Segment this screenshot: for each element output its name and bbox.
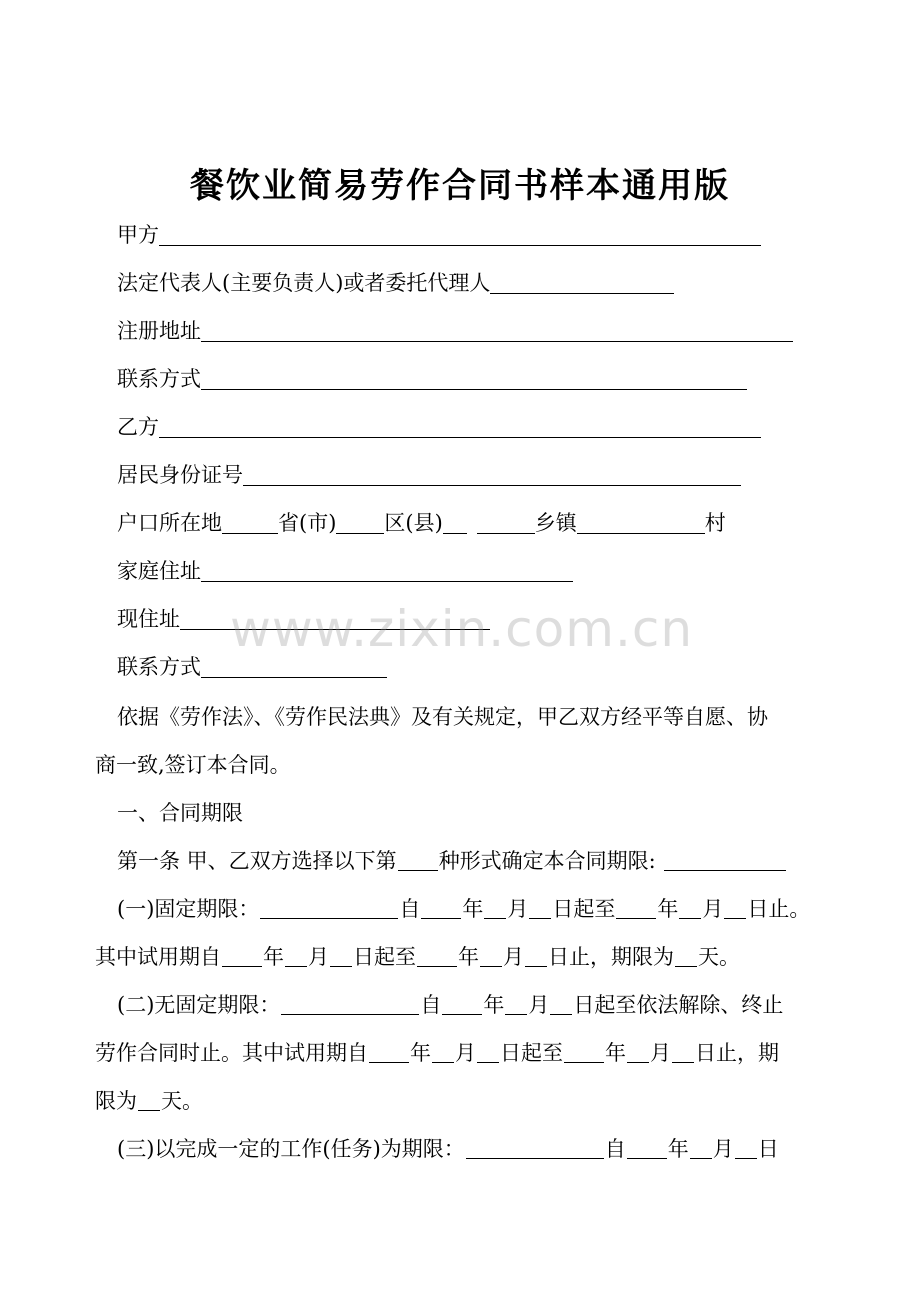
blank-line xyxy=(564,1042,604,1063)
blank-line xyxy=(417,946,457,967)
text: 日止，期 xyxy=(695,1041,779,1065)
blank-line xyxy=(260,898,398,919)
open-term-line-3 xyxy=(95,1086,203,1116)
article-1 xyxy=(117,846,787,876)
fixed-term-line-1 xyxy=(117,894,810,924)
open-term-line-2 xyxy=(95,1038,779,1068)
blank-line xyxy=(421,898,461,919)
blank-line xyxy=(442,994,482,1015)
text: 月 xyxy=(712,1137,734,1161)
field-current-address xyxy=(117,604,490,634)
task-term-line-1 xyxy=(117,1134,779,1164)
blank-line xyxy=(735,1138,757,1159)
section-heading: 一、合同期限 xyxy=(117,801,243,825)
field-contact-b xyxy=(117,652,387,682)
text: 年 xyxy=(657,897,679,921)
blank-line xyxy=(369,1042,409,1063)
text: 日起至 xyxy=(552,897,616,921)
field-label: 乙方 xyxy=(117,415,159,439)
clause-label: (二)无固定期限： xyxy=(117,993,281,1017)
text: 日 xyxy=(757,1137,779,1161)
field-label: 户口所在地 xyxy=(117,511,222,535)
text: 月 xyxy=(455,1041,476,1065)
text: 年 xyxy=(605,1041,626,1065)
intro-line-2: 商一致,签订本合同。 xyxy=(95,753,291,777)
field-home-address xyxy=(117,556,573,586)
open-term-line-1 xyxy=(117,990,783,1020)
text: 日起至 xyxy=(500,1041,563,1065)
text: 劳作合同时止。其中试用期自 xyxy=(95,1041,368,1065)
blank-line xyxy=(577,511,705,534)
text: 其中试用期自 xyxy=(95,945,221,969)
province-label: 省(市) xyxy=(278,511,337,535)
text: 月 xyxy=(528,993,550,1017)
field-label: 法定代表人(主要负责人)或者委托代理人 xyxy=(117,271,491,295)
district-label: 区(县) xyxy=(384,511,443,535)
field-contact-a xyxy=(117,364,747,394)
field-party-a xyxy=(117,220,761,250)
text: 月 xyxy=(503,945,524,969)
text: 月 xyxy=(650,1041,671,1065)
blank-line xyxy=(550,994,572,1015)
blank-line xyxy=(690,1138,712,1159)
village-label: 村 xyxy=(704,511,726,535)
blank-line xyxy=(159,415,761,438)
blank-line xyxy=(201,559,573,582)
field-label: 家庭住址 xyxy=(117,559,201,583)
text: 年 xyxy=(410,1041,431,1065)
blank-line xyxy=(627,1138,667,1159)
clause-label: (一)固定期限： xyxy=(117,897,260,921)
blank-line xyxy=(477,1042,499,1063)
article-text: 第一条 甲、乙双方选择以下第 xyxy=(117,849,397,873)
blank-line xyxy=(664,850,786,871)
text: 限为 xyxy=(95,1089,137,1113)
blank-line xyxy=(443,511,467,534)
text: 年 xyxy=(263,945,284,969)
blank-line xyxy=(330,946,352,967)
blank-line xyxy=(477,511,535,534)
blank-line xyxy=(243,463,741,486)
text: 日止，期限为 xyxy=(548,945,674,969)
blank-line xyxy=(398,850,438,871)
text: 天。 xyxy=(698,945,740,969)
field-label: 联系方式 xyxy=(117,367,201,391)
blank-line xyxy=(525,946,547,967)
text: 天。 xyxy=(161,1089,203,1113)
watermark: www.zixin.com.cn xyxy=(230,600,694,658)
text: 年 xyxy=(458,945,479,969)
blank-line xyxy=(505,994,527,1015)
document-title: 餐饮业简易劳作合同书样本通用版 xyxy=(190,166,730,206)
article-text: 种形式确定本合同期限: xyxy=(438,849,656,873)
fixed-term-line-2 xyxy=(95,942,740,972)
blank-line xyxy=(529,898,551,919)
field-label: 注册地址 xyxy=(117,319,201,343)
blank-line xyxy=(432,1042,454,1063)
blank-line xyxy=(466,1138,604,1159)
field-label: 现住址 xyxy=(117,607,180,631)
blank-line xyxy=(201,319,793,342)
text: 日起至 xyxy=(353,945,416,969)
text: 日止。 xyxy=(747,897,811,921)
blank-line xyxy=(180,607,490,630)
text: 月 xyxy=(308,945,329,969)
blank-line xyxy=(336,511,384,534)
text: 自 xyxy=(399,897,421,921)
text: 年 xyxy=(483,993,505,1017)
blank-line xyxy=(679,898,701,919)
blank-line xyxy=(724,898,746,919)
blank-line xyxy=(480,946,502,967)
field-legal-rep xyxy=(117,268,674,298)
field-label: 联系方式 xyxy=(117,655,201,679)
field-reg-address xyxy=(117,316,793,346)
blank-line xyxy=(222,511,278,534)
field-party-b xyxy=(117,412,761,442)
intro-line-1: 依据《劳作法》、《劳作民法典》及有关规定，甲乙双方经平等自愿、协 xyxy=(117,705,768,729)
blank-line xyxy=(159,223,761,246)
text: 年 xyxy=(462,897,484,921)
blank-line xyxy=(490,271,674,294)
text: 自 xyxy=(604,1137,626,1161)
blank-line xyxy=(484,898,506,919)
text: 自 xyxy=(420,993,442,1017)
blank-line xyxy=(285,946,307,967)
blank-line xyxy=(675,946,697,967)
blank-line xyxy=(138,1090,160,1111)
blank-line xyxy=(201,367,747,390)
field-label: 居民身份证号 xyxy=(117,463,243,487)
text: 年 xyxy=(667,1137,689,1161)
blank-line xyxy=(627,1042,649,1063)
clause-label: (三)以完成一定的工作(任务)为期限： xyxy=(117,1137,465,1161)
field-household xyxy=(117,508,726,538)
text: 日起至依法解除、终止 xyxy=(573,993,784,1017)
blank-line xyxy=(281,994,419,1015)
township-label: 乡镇 xyxy=(534,511,577,535)
text: 月 xyxy=(702,897,724,921)
blank-line xyxy=(201,655,387,678)
blank-line xyxy=(616,898,656,919)
field-id-number xyxy=(117,460,741,490)
field-label: 甲方 xyxy=(117,223,159,247)
blank-line xyxy=(672,1042,694,1063)
blank-line xyxy=(222,946,262,967)
text: 月 xyxy=(507,897,529,921)
